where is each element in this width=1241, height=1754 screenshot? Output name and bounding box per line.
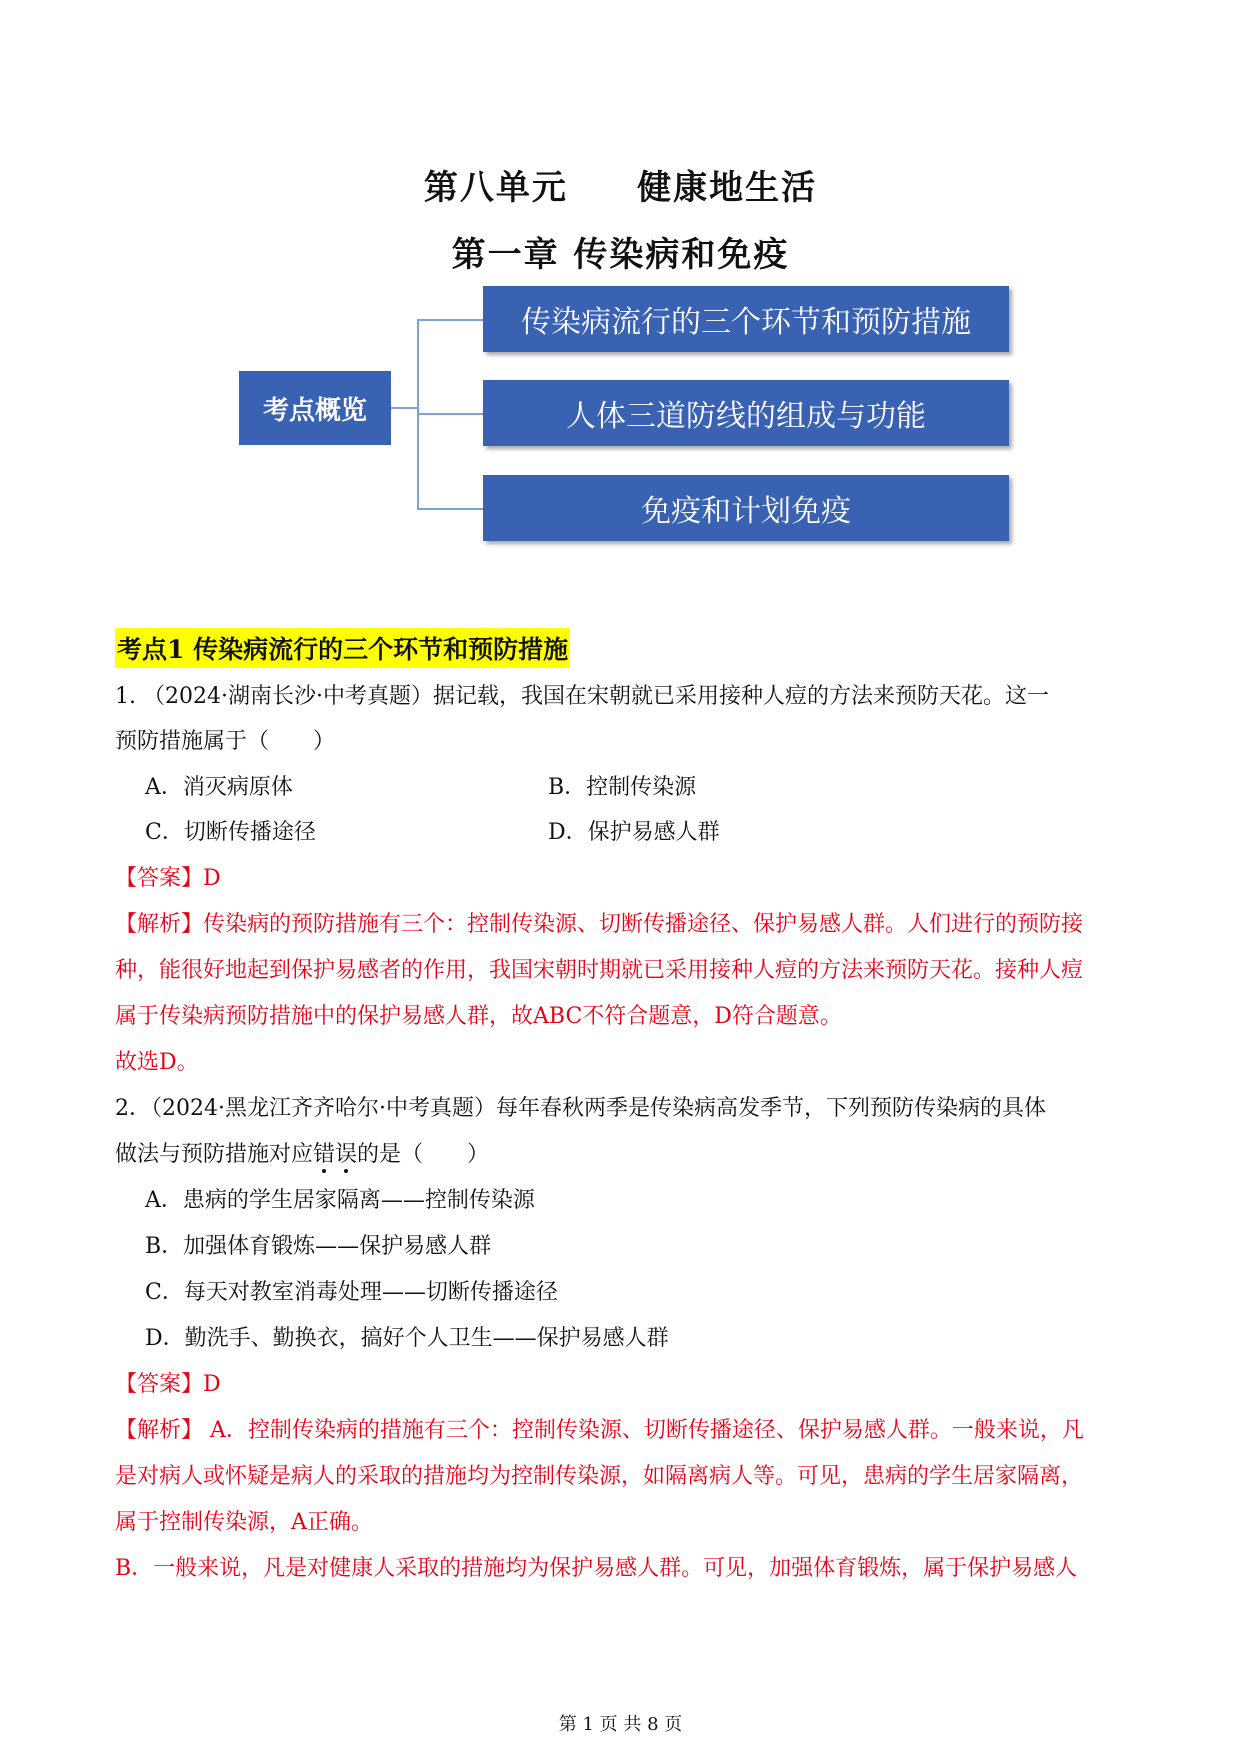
q2-stem-line2 (115, 1131, 1125, 1178)
page-footer: 第 1 页 共 8 页 (558, 1714, 683, 1735)
q1-option-b: B．控制传染源 (548, 775, 697, 800)
topic-box-2: 人体三道防线的组成与功能 (483, 380, 1009, 446)
connector-branch-1 (417, 319, 483, 321)
q1-stem-line1: 1. （2024·湖南长沙·中考真题）据记载，我国在宋朝就已采用接种人痘的方法来预防天花。这一 (115, 684, 1049, 709)
connector-horizontal (391, 407, 417, 409)
q2-analysis-line3: 属于控制传染源，A正确。 (115, 1510, 373, 1535)
q1-analysis-line3: 属于传染病预防措施中的保护易感人群，故ABC不符合题意，D符合题意。 (115, 1004, 842, 1029)
q2-answer: 【答案】D (115, 1372, 221, 1397)
q2-option-b: B．加强体育锻炼——保护易感人群 (145, 1234, 492, 1259)
topic-box-1: 传染病流行的三个环节和预防措施 (483, 286, 1009, 352)
topic-box-3: 免疫和计划免疫 (483, 475, 1009, 541)
q2-stem-text-pre: 做法与预防措施对应 (115, 1142, 314, 1167)
q2-option-c: C．每天对教室消毒处理——切断传播途径 (145, 1280, 558, 1305)
q2-stem-text-post: 的是（ ） (357, 1142, 490, 1167)
connector-branch-3 (417, 508, 483, 510)
q2-analysis-line2: 是对病人或怀疑是病人的采取的措施均为控制传染源，如隔离病人等。可见，患病的学生居家隔离， (115, 1464, 1084, 1489)
section-heading: 考点1 传染病流行的三个环节和预防措施 (115, 628, 570, 668)
q2-analysis-line1: 【解析】 A．控制传染病的措施有三个：控制传染源、切断传播途径、保护易感人群。一般来说，凡 (115, 1418, 1084, 1443)
q1-analysis-line1: 【解析】传染病的预防措施有三个：控制传染源、切断传播途径、保护易感人群。人们进行的预防接 (115, 912, 1084, 937)
q1-option-d: D．保护易感人群 (548, 820, 720, 845)
chapter-title: 第一章 传染病和免疫 (451, 235, 790, 275)
q2-stem-line1: 2．（2024·黑龙江齐齐哈尔·中考真题）每年春秋两季是传染病高发季节，下列预防传染病的具体 (115, 1096, 1046, 1121)
q1-conclusion: 故选D。 (115, 1050, 199, 1075)
overview-label: 考点概览 (239, 371, 391, 445)
q1-option-a: A．消灭病原体 (145, 775, 293, 800)
unit-title: 第八单元 健康地生活 (423, 168, 818, 208)
q2-option-a: A．患病的学生居家隔离——控制传染源 (145, 1188, 535, 1213)
q2-option-d: D．勤洗手、勤换衣，搞好个人卫生——保护易感人群 (145, 1326, 669, 1351)
q1-option-c: C．切断传播途径 (145, 820, 316, 845)
emphasis-char-1: 错 (313, 1142, 336, 1167)
q1-analysis-line2: 种，能很好地起到保护易感者的作用，我国宋朝时期就已采用接种人痘的方法来预防天花。接种人痘 (115, 958, 1084, 983)
q1-stem-line2: 预防措施属于（ ） (115, 729, 336, 754)
q1-answer: 【答案】D (115, 866, 221, 891)
connector-branch-2 (417, 413, 483, 415)
emphasis-char-2: 误 (335, 1142, 358, 1167)
q2-analysis-line4: B．一般来说，凡是对健康人采取的措施均为保护易感人群。可见，加强体育锻炼，属于保护易感人 (115, 1556, 1078, 1581)
